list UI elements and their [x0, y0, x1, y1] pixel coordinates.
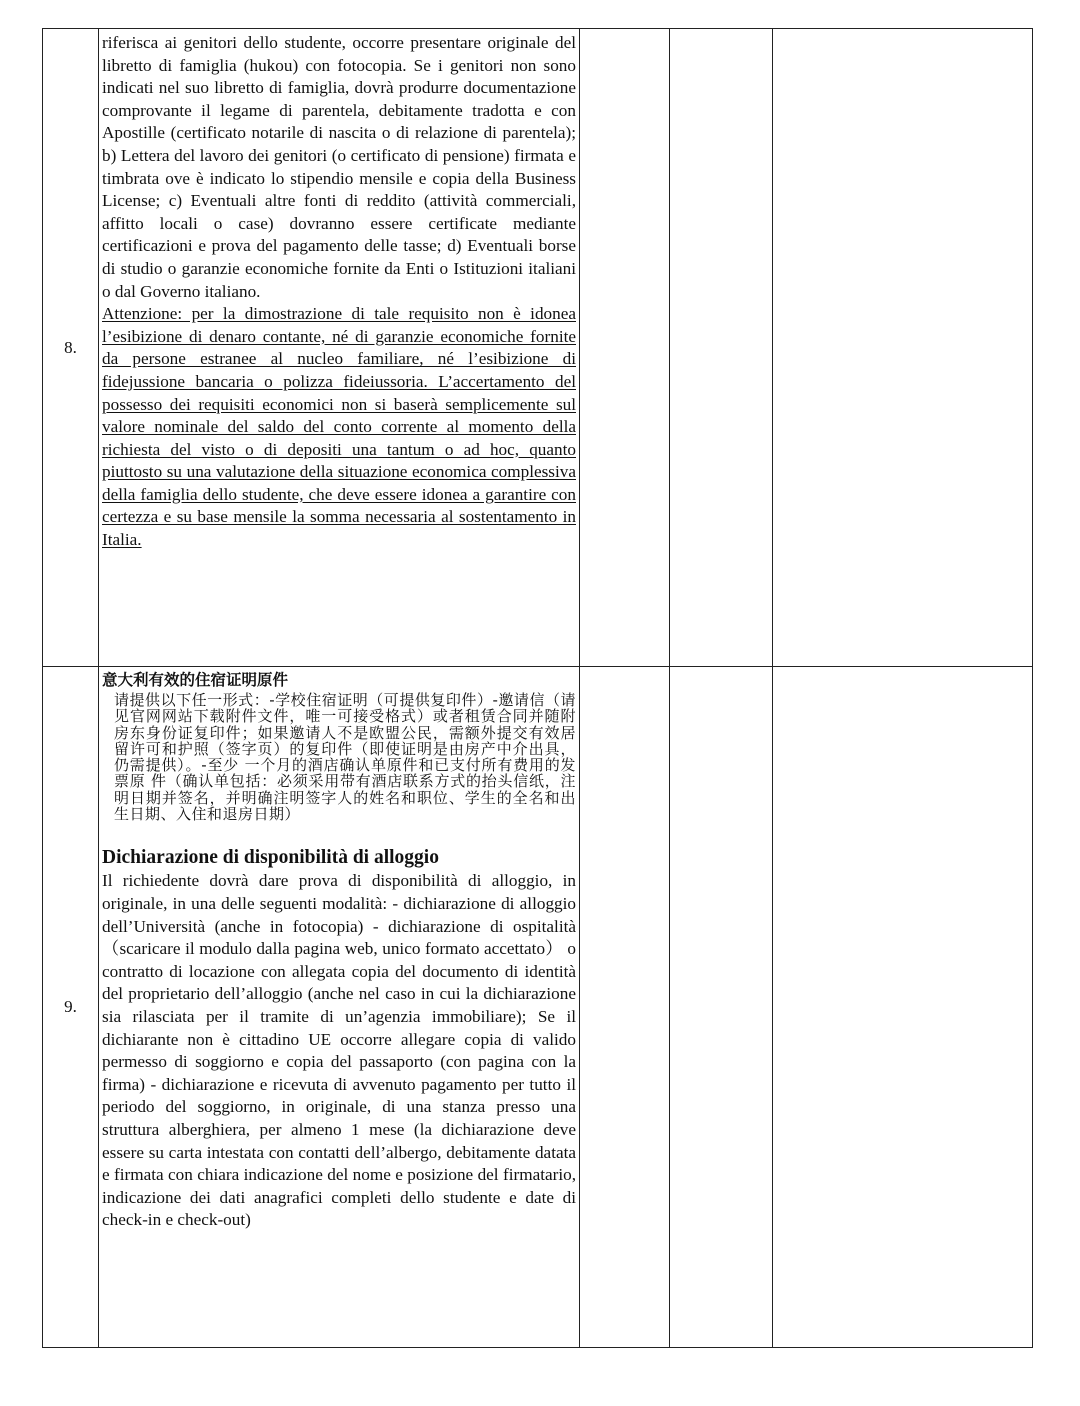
empty-cell [670, 667, 773, 1348]
row-number: 8. [43, 29, 99, 667]
description-cell [99, 29, 580, 667]
chinese-heading: 意大利有效的住宿证明原件 [102, 671, 289, 689]
requirements-table [42, 28, 1033, 1348]
economic-requirements-notice: Attenzione: per la dimostrazione di tale requisito non è idonea l’esibizione di denaro contante, né di garanzie economiche fornite da persone estranee al nucleo familiare, né l’esibizione di fidejussione bancaria o polizza fideiussoria. L’accertamento del possesso dei requisiti economici non si baserà semplicemente sul valore nominale del saldo del conto corrente al momento della richiesta del visto o di depositi una tantum o ad hoc, quanto piuttosto su una valutazione della situazione economica complessiva della famiglia dello studente, che deve essere idonea a garantire con certezza e su base mensile la somma necessaria al sostentamento in Italia. [102, 304, 576, 550]
empty-cell [773, 667, 1033, 1348]
empty-cell [580, 667, 670, 1348]
italian-text: Il richiedente dovrà dare prova di disponibilità di alloggio, in originale, in una delle seguenti modalità: - dichiarazione di alloggio dell’Università (anche in fotocopia) - dichiarazione di ospitalità （scaricare il modulo dalla pagina web, unico formato accettato） o contratto di locazione con allegata copia del documento di identità del proprietario dell’alloggio (anche nel caso in cui la dichiarazione sia rilasciata per il tramite di un’agenzia immobiliare); Se il dichiarante non è cittadino UE occorre allegare copia di valido permesso di soggiorno e copia del passaporto (con pagina con la firma) - dichiarazione e ricevuta di avvenuto pagamento per tutto il periodo del soggiorno, in originale, di una stanza presso una struttura alberghiera, per almeno 1 mese (la dichiarazione deve essere su carta intestata con contatti dell’albergo, debitamente datata e firmata con chiara indicazione del nome e posizione del firmatario, indicazione dei dati anagrafici completi dello studente e date di check-in e check-out) [102, 871, 576, 1230]
empty-cell [580, 29, 670, 667]
description-cell [99, 667, 580, 1348]
empty-cell [670, 29, 773, 667]
empty-cell [773, 29, 1033, 667]
italian-heading: Dichiarazione di disponibilità di alloggio [102, 847, 439, 869]
economic-requirements-text: riferisca ai genitori dello studente, occorre presentare originale del libretto di famiglia (hukou) con fotocopia. Se i genitori non sono indicati nel suo libretto di famiglia, dovrà produrre documentazione comprovante il legame di parentela, debitamente tradotta e con Apostille (certificato notarile di nascita o di relazione di parentela); b) Lettera del lavoro dei genitori (o certificato di pensione) firmata e timbrata ove è indicato lo stipendio mensile e copia della Business License; c) Eventuali altre fonti di reddito (attività commerciali, affitto locali o case) dovranno essere certificate mediante certificazioni e prova del pagamento delle tasse; d) Eventuali borse di studio o garanzie economiche fornite da Enti o Istituzioni italiani o dal Governo italiano. [102, 33, 576, 301]
chinese-text: 请提供以下任一形式：-学校住宿证明（可提供复印件）-邀请信（请见官网网站下载附件文件，唯一可接受格式）或者租赁合同并随附房东身份证复印件；如果邀请人不是欧盟公民，需额外提交有效居留许可和护照（签字页）的复印件（即使证明是由房产中介出具，仍需提供）。-至少 一个月的酒店确认单原件和已支付所有费用的发票原 件（确认单包括：必须采用带有酒店联系方式的抬头信纸，注明日期并签名，并明确注明签字人的姓名和职位、学生的全名和出生日期、入住和退房日期） [114, 691, 576, 824]
table-row [43, 29, 1033, 667]
table-row [43, 667, 1033, 1348]
row-number: 9. [43, 667, 99, 1348]
